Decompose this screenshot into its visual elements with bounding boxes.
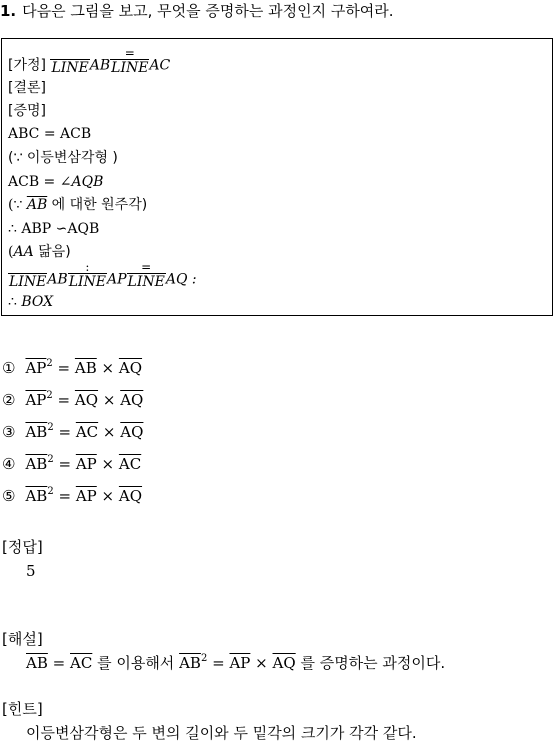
proof-step-6: (AA 닮음) — [8, 244, 71, 260]
choice-3[interactable]: ③ $\overline{AB}^2 = \overline{AC} \times \overline{AQ}$ — [2, 422, 144, 441]
line-fraction-3: LINE — [9, 274, 47, 290]
line-fraction-2: $\frac{=}{\text{LINE}}$ — [111, 46, 149, 76]
explanation-label: [해설] — [2, 630, 43, 648]
choice-1[interactable]: ① $\overline{AP}^2 = \overline{AB} \times \overline{AQ}$ — [2, 358, 143, 377]
explanation-text: $\overline{AB} = \overline{AC}$ 를 이용해서 $\overline{AB}^2 = \overline{AP} \times \overline{AQ}$ 를 증명하는 과정이다. — [26, 653, 446, 672]
conclusion-label: [결론] — [8, 80, 46, 96]
choice-5[interactable]: ⑤ $\overline{AB}^2 = \overline{AP} \times \overline{AQ}$ — [2, 486, 143, 505]
answer-label: [정답] — [2, 538, 43, 556]
answer-value: 5 — [26, 562, 36, 580]
proof-conclusion: ∴ BOX — [8, 294, 54, 310]
choice-4[interactable]: ④ $\overline{AB}^2 = \overline{AP} \times \overline{AC}$ — [2, 454, 142, 473]
question-text: 다음은 그림을 보고, 무엇을 증명하는 과정인지 구하여라. — [22, 2, 394, 20]
question-line — [0, 0, 394, 21]
question-number: 1. — [0, 2, 17, 20]
choice-2[interactable]: ② $\overline{AP}^2 = \overline{AQ} \times \overline{AQ}$ — [2, 390, 144, 409]
hypothesis-label: [가정] — [8, 57, 46, 74]
proof-ratio-line: LINE AB $\frac{:}{\text{LINE}}$ AP $\frac{=}{\text{LINE}}$ AQ : — [9, 260, 197, 290]
proof-step-1: ABC = ACB — [8, 126, 92, 142]
hypothesis-line: [가정] LINE AB $\frac{=}{\text{LINE}}$ AC — [8, 46, 171, 76]
proof-step-3: ACB = ∠AQB — [8, 174, 104, 190]
proof-label: [증명] — [8, 103, 46, 119]
proof-step-4: (∵ $\overline{AB}$ 에 대한 원주각) — [8, 197, 148, 213]
proof-step-5: ∴ ABP ∽AQB — [8, 221, 100, 237]
line-fraction-1: LINE — [51, 60, 89, 76]
hint-text: 이등변삼각형은 두 변의 길이와 두 밑각의 크기가 각각 같다. — [26, 724, 417, 742]
line-fraction-5: $\frac{=}{\text{LINE}}$ — [127, 260, 165, 290]
proof-box — [1, 38, 553, 316]
line-fraction-4: $\frac{:}{\text{LINE}}$ — [68, 260, 106, 290]
proof-step-2: (∵ 이등변삼각형 ) — [8, 150, 118, 166]
hint-label: [힌트] — [2, 700, 43, 718]
